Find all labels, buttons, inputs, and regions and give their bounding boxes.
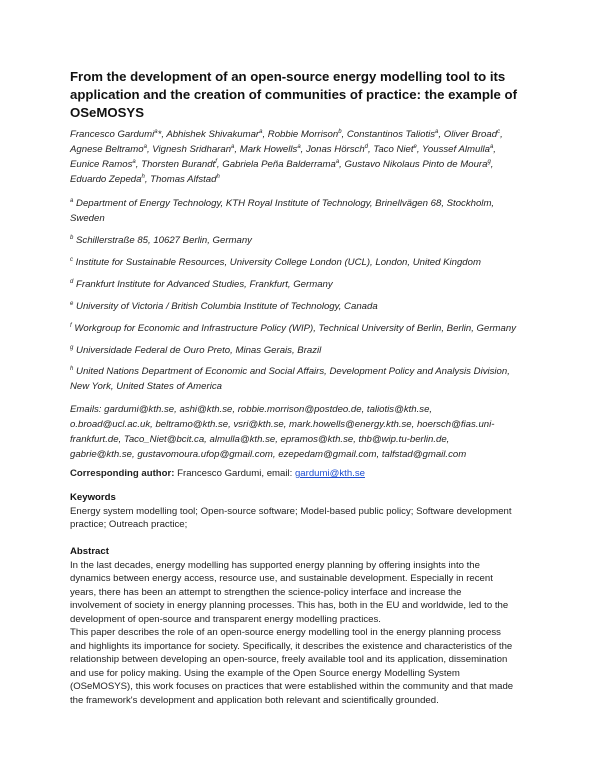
abstract-line: relationship between developing an open-source, freely available tool and its application, dissemination — [70, 654, 508, 665]
affiliation-line: United Nations Department of Economic and Social Affairs, Development Policy and Analysis Division, — [76, 366, 510, 377]
author-name: Thomas Alfstad — [150, 174, 217, 185]
keywords-line: practice; Outreach practice; — [70, 519, 188, 530]
author-name: Eduardo Zepeda — [70, 174, 142, 185]
affiliation-line: University of Victoria / British Columbia Institute of Technology, Canada — [76, 301, 378, 312]
author-sup: g — [487, 159, 491, 165]
affiliation — [70, 196, 540, 226]
affiliation-sup: c — [70, 257, 73, 263]
abstract-line: years, there has been an attempt to strengthen the science-policy interface and increase the — [70, 586, 462, 598]
author-sep: , — [144, 174, 151, 185]
author-name: Thorsten Burandt — [141, 159, 216, 170]
abstract-line: involvement of society in energy planning processes. This has, both in the EU and worldwide, led to the — [70, 600, 509, 611]
author-name: Gustavo Nikolaus Pinto de Moura — [344, 159, 488, 170]
abstract-line: and use for policy making. Using the example of the Open Source energy Modelling System — [70, 667, 460, 679]
affiliation-sup: b — [70, 235, 74, 241]
author-name: Robbie Morrison — [267, 129, 339, 140]
author-sup: a — [143, 144, 147, 150]
author-name: Jonas Hörsch — [306, 144, 365, 155]
author-sep: , — [368, 144, 374, 155]
email-list — [70, 402, 540, 462]
email-line: frankfurt.de, Taco_Niet@bcit.ca, almulla@kth.se, epramos@kth.se, thb@wip.tu-berlin.de, — [70, 434, 450, 445]
abstract-section — [70, 545, 540, 707]
author-sep: , — [146, 144, 153, 155]
keywords-line: Energy system modelling tool; Open-source software; Model-based public policy; Software development — [70, 505, 512, 517]
author-sup: h — [141, 174, 145, 180]
author-list — [70, 127, 540, 187]
author-name: Youssef Almulla — [422, 144, 490, 155]
author-name: Constantinos Taliotis — [346, 129, 436, 140]
title-line: From the development of an open-source energy modelling tool to its — [70, 69, 506, 84]
author-line — [70, 157, 540, 172]
corresponding-label: Corresponding author: — [70, 468, 175, 479]
affiliation-sup: f — [70, 323, 72, 329]
affiliation-sup: g — [70, 345, 74, 351]
author-sup: h — [216, 174, 220, 180]
affiliation-line: Institute for Sustainable Resources, University College London (UCL), London, United Kingdom — [75, 257, 481, 268]
abstract-heading: Abstract — [70, 546, 109, 557]
author-name: Gabriela Peña Balderrama — [222, 159, 336, 170]
affiliation-line: Workgroup for Economic and Infrastructure Policy (WIP), Technical University of Berlin, Berlin, Germany — [74, 323, 516, 334]
author-name: Taco Niet — [373, 144, 414, 155]
author-sup: e — [413, 144, 417, 150]
affiliation — [70, 233, 540, 248]
title-line: application and the creation of communities of practice: the example of — [70, 87, 517, 102]
keywords-section — [70, 491, 540, 532]
author-sup: d — [364, 144, 368, 150]
abstract-line: dynamics between energy access, resource use, and sustainable development. Especially in recent — [70, 573, 493, 584]
author-name: Abhishek Shivakumar — [166, 129, 260, 140]
author-sup: a — [259, 129, 263, 135]
affiliation — [70, 343, 540, 358]
author-sup: c — [497, 129, 501, 135]
affiliation-sup: d — [70, 279, 74, 285]
abstract-line: This paper describes the role of an open-source energy modelling tool in the energy planning process — [70, 627, 501, 638]
author-sep: , — [438, 129, 444, 140]
author-sep: , — [500, 129, 503, 140]
author-sup: a — [489, 144, 494, 150]
author-name: Francesco Gardumi — [70, 129, 155, 140]
corresponding-text: Francesco Gardumi, email: — [174, 468, 295, 479]
author-sup: a — [231, 144, 235, 150]
author-sup: a — [335, 159, 340, 165]
affiliation — [70, 299, 540, 314]
corresponding-email-link[interactable]: gardumi@kth.se — [294, 468, 365, 479]
author-sep: , — [339, 159, 345, 170]
abstract-line: (OSeMOSYS), this work focuses on practices that were established within the community and that made — [70, 681, 514, 692]
author-sup: f — [215, 159, 217, 165]
abstract-line: development of open-source and transparent energy modelling practices. — [70, 613, 381, 625]
author-line — [70, 142, 540, 157]
affiliation-line: Schillerstraße 85, 10627 Berlin, Germany — [76, 235, 252, 246]
affiliation-line: New York, United States of America — [70, 381, 222, 392]
author-line — [70, 172, 540, 187]
email-line: o.broad@ucl.ac.uk, beltramo@kth.se, vsri@kth.se, mark.howells@energy.kth.se, hoersch@fias.uni- — [70, 419, 495, 430]
author-sep: , — [262, 129, 268, 140]
author-name: Oliver Broad — [443, 129, 498, 140]
author-sup: a — [132, 159, 136, 165]
email-line: Emails: gardumi@kth.se, ashi@kth.se, robbie.morrison@postdeo.de, taliotis@kth.se, — [70, 404, 433, 415]
author-line — [70, 127, 540, 142]
author-sep: , — [234, 144, 240, 155]
affiliation-line: Department of Energy Technology, KTH Royal Institute of Technology, Brinellvägen 68, Stockholm, — [76, 198, 495, 209]
affiliation-sup: h — [70, 366, 74, 372]
affiliation — [70, 364, 540, 394]
author-name: Mark Howells — [239, 144, 298, 155]
author-name: Agnese Beltramo — [70, 144, 144, 155]
affiliation-sup: e — [70, 301, 74, 307]
author-sep: , — [135, 159, 142, 170]
title-line: OSeMOSYS — [70, 105, 145, 120]
author-sup: a — [154, 129, 158, 135]
author-sep: , — [416, 144, 423, 155]
affiliation — [70, 277, 540, 292]
author-name: Vignesh Sridharan — [152, 144, 232, 155]
affiliation-sup: a — [70, 198, 74, 204]
author-sep: , — [300, 144, 306, 155]
email-line: gabrie@kth.se, gustavomoura.ufop@gmail.com, ezepedam@gmail.com, talfstad@gmail.com — [70, 449, 467, 460]
affiliation-line: Sweden — [70, 213, 105, 224]
affiliation-line: Frankfurt Institute for Advanced Studies, Frankfurt, Germany — [76, 279, 333, 290]
corresponding-author — [70, 467, 530, 481]
author-sep: , — [341, 129, 347, 140]
author-sup: a — [435, 129, 439, 135]
author-sep: , — [216, 159, 223, 170]
author-name: Eunice Ramos — [70, 159, 133, 170]
affiliation — [70, 255, 540, 270]
affiliation-line: Universidade Federal de Ouro Preto, Minas Gerais, Brazil — [76, 345, 322, 356]
author-sup: a — [297, 144, 301, 150]
keywords-heading: Keywords — [70, 492, 116, 503]
affiliation — [70, 321, 540, 336]
abstract-line: the framework's development and application both relevant and scientifically grounded. — [70, 694, 439, 706]
abstract-line: and highlights its importance for society. Specifically, it describes the existence and characteristics of the — [70, 640, 513, 652]
abstract-line: In the last decades, energy modelling has supported energy planning by offering insights into the — [70, 559, 480, 571]
author-sep: *, — [157, 129, 167, 140]
paper-title — [70, 68, 530, 122]
author-sup: b — [338, 129, 342, 135]
author-sep: , — [493, 144, 496, 155]
author-sep: , — [490, 159, 494, 170]
